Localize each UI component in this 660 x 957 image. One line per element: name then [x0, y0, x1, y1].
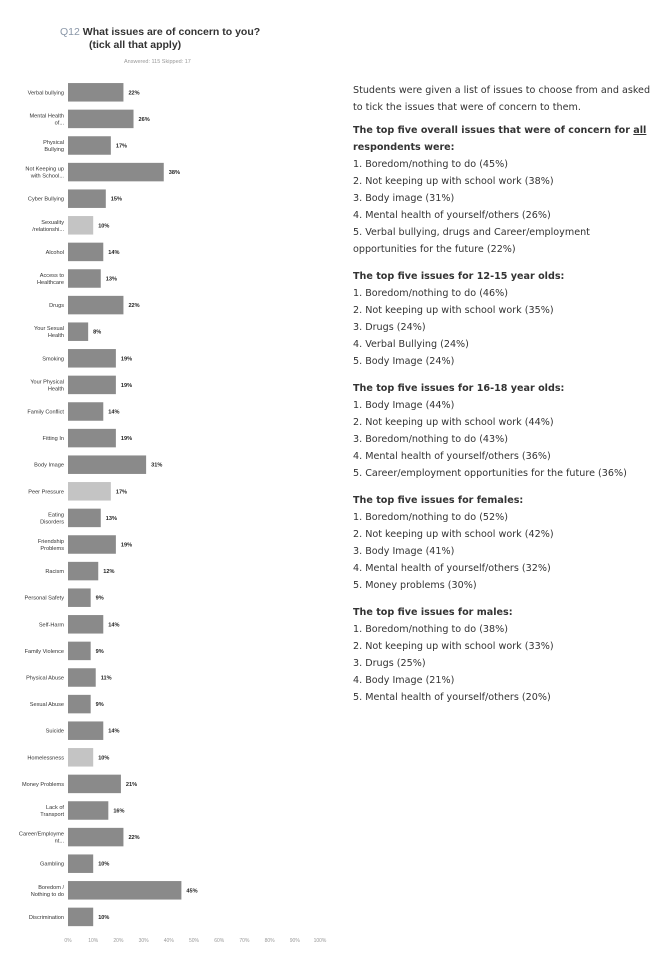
section-title-females: The top five issues for females: [353, 495, 524, 506]
x-tick-label: 40% [163, 938, 174, 945]
category-label: Physical Abuse [26, 675, 64, 682]
list-item: 4. Mental health of yourself/others (36%) [353, 451, 551, 462]
bar [68, 429, 116, 448]
value-label: 15% [110, 196, 123, 203]
category-label: Smoking [42, 356, 64, 363]
value-label: 14% [108, 409, 120, 416]
value-label: 19% [120, 356, 133, 363]
bar [68, 801, 108, 820]
question-title-line1: What issues are of concern to you? [82, 26, 261, 38]
category-label: Access to Healthcare [36, 273, 64, 286]
category-label: Racism [45, 569, 64, 576]
bar [68, 163, 164, 182]
value-label: 10% [98, 755, 110, 762]
category-label: Sexuality /relationshi... [32, 219, 64, 233]
section-overall [353, 122, 653, 258]
list-item: 1. Boredom/nothing to do (45%) [353, 159, 509, 170]
category-label: Gambling [40, 861, 64, 868]
section-16-18 [353, 380, 653, 482]
notes-intro: Students were given a list of issues to choose from and asked to tick the issues that were of concern to them. [353, 85, 651, 113]
list-item: 2. Not keeping up with school work (44%) [353, 417, 554, 428]
value-label: 31% [151, 462, 163, 469]
section-title-underline: all [633, 125, 647, 136]
section-title-12-15: The top five issues for 12-15 year olds: [353, 271, 565, 282]
list-item: 1. Boredom/nothing to do (52%) [353, 512, 509, 523]
bar [68, 615, 103, 634]
value-label: 11% [100, 675, 112, 682]
bar [68, 83, 123, 102]
value-label: 19% [120, 542, 133, 549]
value-label: 10% [98, 914, 110, 921]
category-label: Lack of Transport [40, 805, 64, 818]
category-label: Career/Employme nt... [18, 831, 64, 845]
category-label: Your Sexual Health [34, 326, 64, 340]
bar [68, 668, 96, 687]
list-item: 4. Mental health of yourself/others (32%) [353, 563, 551, 574]
category-label: Homelessness [27, 755, 64, 762]
summary-notes [353, 82, 653, 706]
value-label: 8% [93, 329, 102, 336]
value-label: 22% [128, 835, 140, 842]
list-item: 2. Not keeping up with school work (38%) [353, 176, 554, 187]
category-label: Not Keeping up with School... [25, 166, 64, 180]
value-label: 9% [95, 702, 104, 709]
section-title-males: The top five issues for males: [353, 607, 513, 618]
bar [68, 269, 101, 288]
bar [68, 376, 116, 395]
value-label: 14% [108, 728, 120, 735]
bar [68, 562, 98, 581]
bar [68, 721, 103, 740]
category-label: Alcohol [45, 249, 64, 256]
value-label: 13% [105, 276, 117, 283]
value-label: 10% [98, 223, 110, 230]
bar [68, 642, 91, 661]
list-item: 5. Mental health of yourself/others (20%) [353, 692, 551, 703]
category-label: Family Conflict [27, 409, 64, 416]
bar [68, 908, 93, 927]
value-label: 38% [168, 170, 180, 177]
bar [68, 189, 106, 208]
bar [68, 588, 91, 607]
value-label: 22% [128, 90, 140, 97]
list-item: 5. Body Image (24%) [353, 356, 455, 367]
list-item: 3. Body Image (41%) [353, 546, 455, 557]
bar [68, 349, 116, 368]
category-label: Fitting In [42, 436, 64, 443]
list-item: 2. Not keeping up with school work (33%) [353, 641, 554, 652]
list-item: 5. Money problems (30%) [353, 580, 477, 591]
value-label: 14% [108, 249, 120, 256]
bar [68, 110, 134, 128]
value-label: 9% [95, 595, 104, 602]
section-females [353, 492, 653, 594]
category-label: Verbal bullying [27, 90, 64, 97]
bar [68, 748, 93, 767]
value-label: 21% [125, 781, 138, 788]
x-tick-label: 90% [289, 938, 300, 945]
bar [68, 854, 93, 873]
category-label: Mental Health of... [29, 113, 64, 127]
bar [68, 509, 101, 528]
bar [68, 216, 93, 235]
category-label: Money Problems [22, 781, 64, 788]
list-item: 4. Body Image (21%) [353, 675, 455, 686]
list-item: 5. Career/employment opportunities for the future (36%) [353, 468, 627, 479]
question-title-line2: (tick all that apply) [89, 39, 182, 51]
list-item: 3. Body image (31%) [353, 193, 455, 204]
value-label: 19% [120, 382, 133, 389]
x-tick-label: 10% [88, 938, 99, 945]
value-label: 26% [138, 116, 150, 123]
value-label: 14% [108, 622, 120, 629]
bar [68, 455, 146, 474]
list-item: 3. Drugs (25%) [353, 658, 426, 669]
value-label: 45% [186, 888, 198, 895]
x-tick-label: 20% [113, 938, 124, 945]
bar [68, 535, 116, 554]
category-label: Cyber Bullying [27, 196, 64, 203]
bar [68, 695, 91, 714]
list-item: 4. Mental health of yourself/others (26%) [353, 210, 551, 221]
x-tick-label: 0% [64, 938, 72, 945]
bar [68, 881, 181, 900]
value-label: 12% [103, 569, 115, 576]
x-tick-label: 30% [138, 938, 149, 945]
x-tick-label: 100% [313, 938, 327, 945]
x-tick-label: 50% [188, 938, 200, 945]
list-item: 5. Verbal bullying, drugs and Career/employment opportunities for the future (22%) [353, 227, 590, 255]
value-label: 17% [115, 489, 128, 496]
bar [68, 828, 123, 847]
list-item: 3. Boredom/nothing to do (43%) [353, 434, 509, 445]
bar [68, 482, 111, 501]
list-item: 2. Not keeping up with school work (42%) [353, 529, 554, 540]
section-title-part: respondents were: [353, 142, 455, 153]
category-label: Body Image [34, 462, 64, 469]
category-label: Self-Harm [38, 622, 64, 629]
bar [68, 136, 111, 155]
bar [68, 243, 103, 262]
section-title-overall [353, 122, 653, 156]
value-label: 17% [115, 143, 128, 150]
category-label: Eating Disorders [40, 512, 64, 526]
category-label: Family Violence [24, 648, 64, 655]
x-tick-label: 60% [214, 938, 225, 945]
bar [68, 775, 121, 794]
value-label: 10% [98, 861, 110, 868]
category-label: Drugs [49, 303, 64, 310]
value-label: 9% [95, 648, 104, 655]
bar [68, 322, 88, 341]
section-12-15 [353, 268, 653, 370]
category-label: Suicide [45, 728, 64, 735]
category-label: Boredom / Nothing to do [30, 884, 64, 898]
list-item: 1. Boredom/nothing to do (46%) [353, 288, 509, 299]
category-label: Friendship Problems [37, 539, 64, 552]
list-item: 1. Body Image (44%) [353, 400, 455, 411]
value-label: 13% [105, 515, 117, 522]
section-title-16-18: The top five issues for 16-18 year olds: [353, 383, 565, 394]
list-item: 3. Drugs (24%) [353, 322, 426, 333]
bar [68, 296, 123, 315]
category-label: Discrimination [28, 914, 64, 921]
list-item: 4. Verbal Bullying (24%) [353, 339, 469, 350]
question-number: Q12 [60, 26, 80, 38]
list-item: 2. Not keeping up with school work (35%) [353, 305, 554, 316]
category-label: Physical Bullying [43, 140, 64, 153]
x-tick-label: 70% [239, 938, 250, 945]
section-title-part: The top five overall issues that were of concern for [353, 125, 634, 136]
chart-subtitle: Answered: 115 Skipped: 17 [124, 59, 191, 65]
category-label: Your Physical Health [30, 379, 64, 393]
list-item: 1. Boredom/nothing to do (38%) [353, 624, 509, 635]
category-label: Personal Safety [24, 595, 64, 602]
value-label: 19% [120, 436, 133, 443]
category-label: Peer Pressure [28, 489, 64, 496]
value-label: 16% [113, 808, 125, 815]
category-label: Sexual Abuse [29, 702, 64, 709]
section-males [353, 604, 653, 706]
bar [68, 402, 103, 421]
x-tick-label: 80% [264, 938, 275, 945]
value-label: 22% [128, 303, 140, 310]
